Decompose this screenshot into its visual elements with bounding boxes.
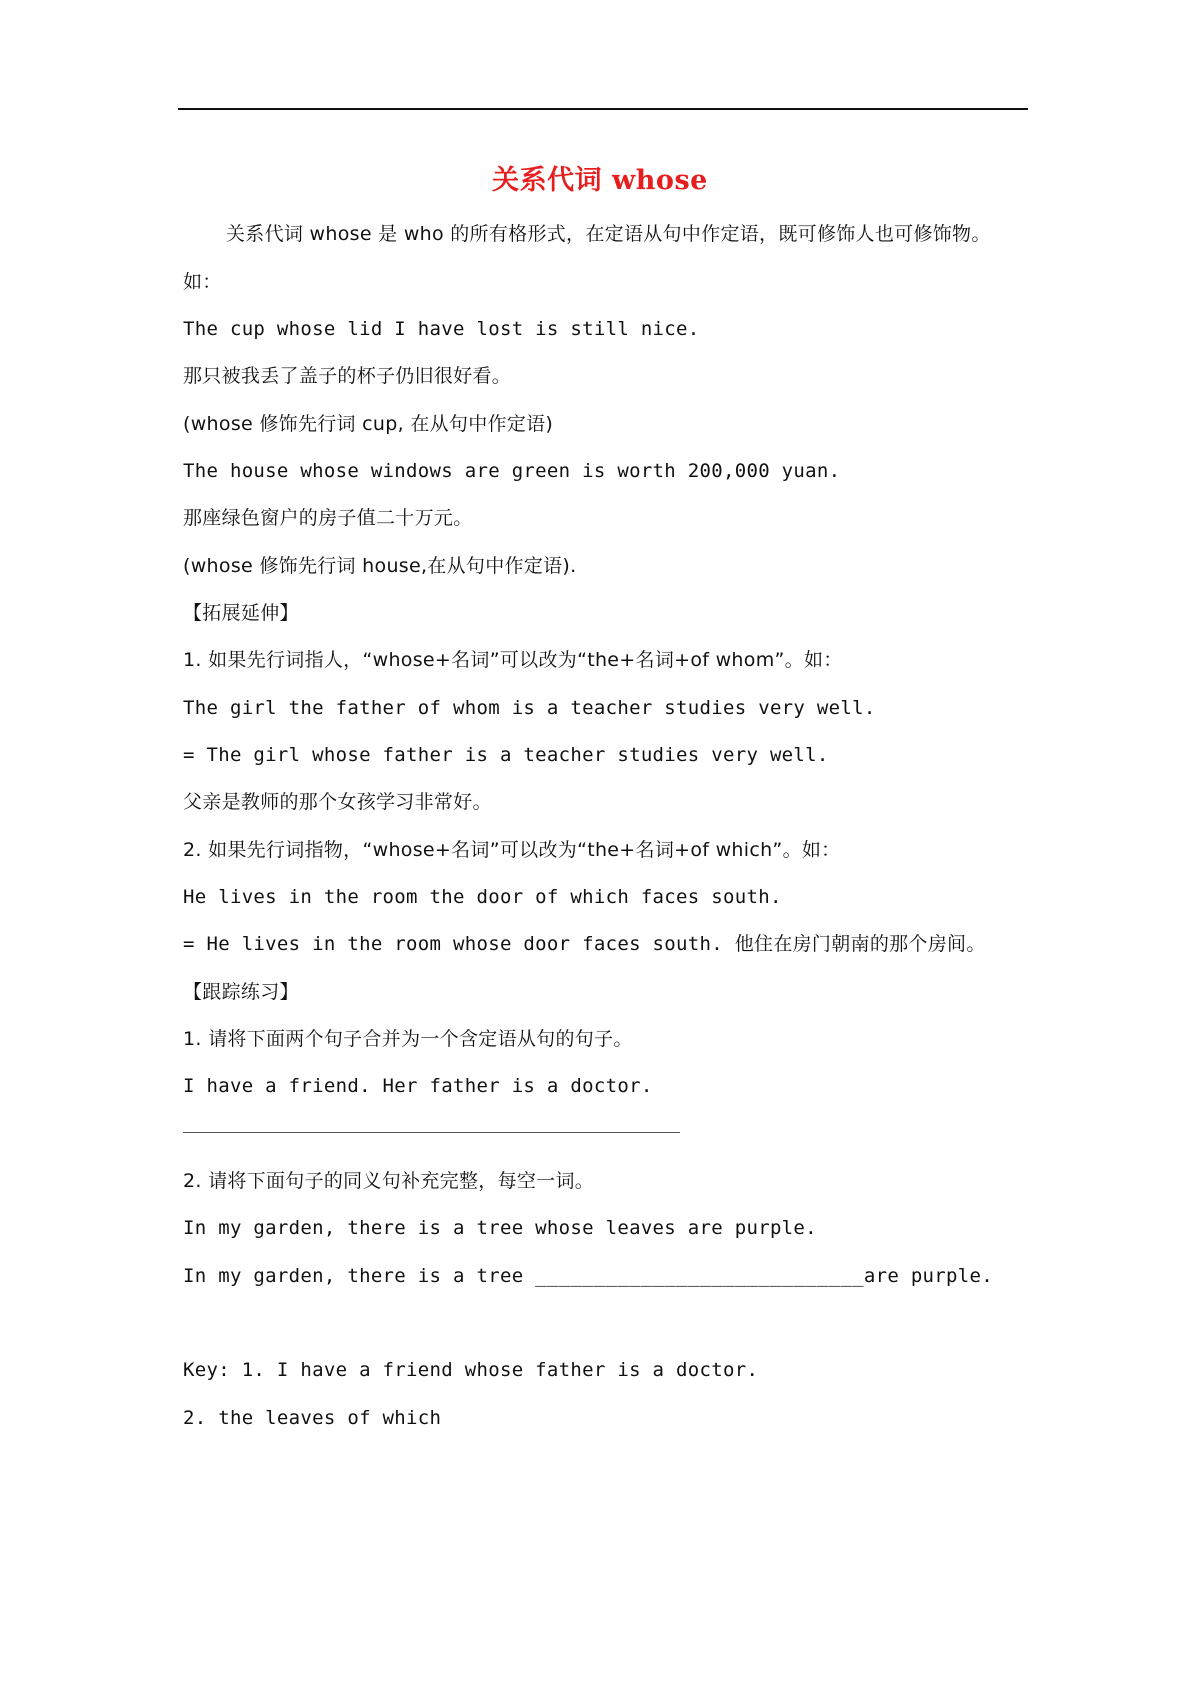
example-1-chinese: 那只被我丢了盖子的杯子仍旧很好看。 <box>183 365 512 387</box>
example-1-note: (whose 修饰先行词 cup, 在从句中作定语) <box>183 413 554 435</box>
practice-1-instruction: 1. 请将下面两个句子合并为一个含定语从句的句子。 <box>183 1028 633 1050</box>
extension-heading: 【拓展延伸】 <box>183 602 299 624</box>
extension-rule-1: 1. 如果先行词指人，“whose+名词”可以改为“the+名词+of whom”。如： <box>183 649 843 671</box>
page-title: 关系代词 whose <box>492 165 708 196</box>
practice-2-instruction: 2. 请将下面句子的同义句补充完整，每空一词。 <box>183 1170 595 1192</box>
extension-2-example-b: = He lives in the room whose door faces south. 他住在房门朝南的那个房间。 <box>183 933 986 955</box>
practice-1-sentence: I have a friend. Her father is a doctor. <box>183 1075 653 1097</box>
extension-1-chinese: 父亲是教师的那个女孩学习非常好。 <box>183 791 492 813</box>
example-2-english: The house whose windows are green is worth 200,000 yuan. <box>183 460 841 482</box>
extension-1-example-a: The girl the father of whom is a teacher studies very well. <box>183 697 876 719</box>
extension-rule-2: 2. 如果先行词指物，“whose+名词”可以改为“the+名词+of which”。如： <box>183 839 841 861</box>
example-label: 如： <box>183 271 222 293</box>
answer-key-2: 2. the leaves of which <box>183 1407 442 1429</box>
header-rule <box>178 108 1028 110</box>
extension-2-example-a: He lives in the room the door of which faces south. <box>183 886 782 908</box>
intro-paragraph: 关系代词 whose 是 who 的所有格形式，在定语从句中作定语，既可修饰人也可修饰物。 <box>226 223 991 245</box>
extension-1-example-b: = The girl whose father is a teacher studies very well. <box>183 744 829 766</box>
example-2-note: (whose 修饰先行词 house,在从句中作定语). <box>183 555 577 577</box>
example-1-english: The cup whose lid I have lost is still nice. <box>183 318 700 340</box>
practice-heading: 【跟踪练习】 <box>183 981 299 1003</box>
answer-key-1: Key: 1. I have a friend whose father is a doctor. <box>183 1359 759 1381</box>
practice-2-sentence: In my garden, there is a tree whose leaves are purple. <box>183 1217 817 1239</box>
example-2-chinese: 那座绿色窗户的房子值二十万元。 <box>183 507 473 529</box>
practice-1-answer-line <box>183 1132 680 1133</box>
practice-2-fill-blank: In my garden, there is a tree ____________________________are purple. <box>183 1265 993 1287</box>
